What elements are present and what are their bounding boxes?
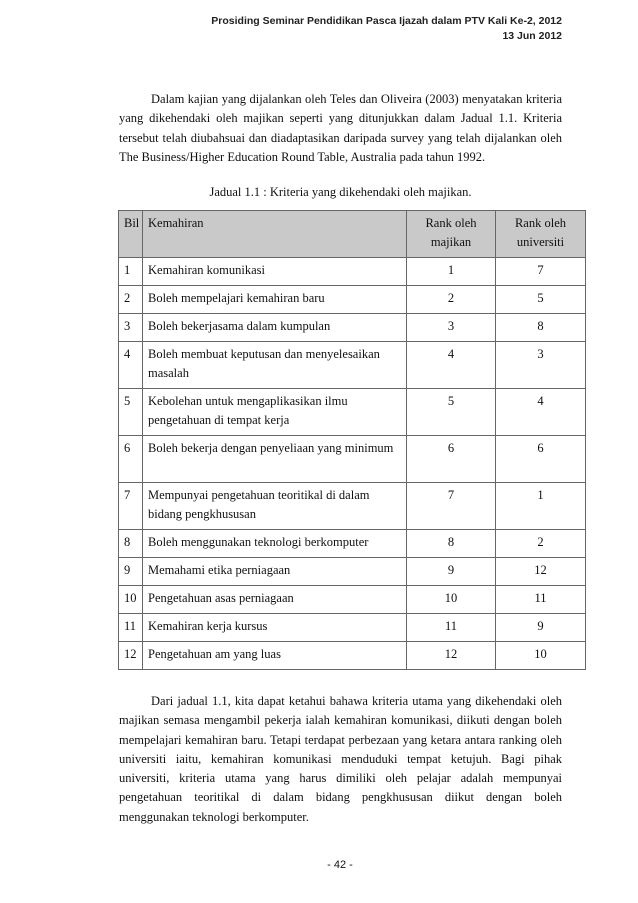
cell-rank-universiti: 6 [496, 436, 586, 483]
table-header-row [119, 211, 586, 258]
cell-rank-majikan: 6 [407, 436, 496, 483]
table-row [119, 586, 586, 614]
cell-kemahiran: Pengetahuan am yang luas [143, 642, 407, 670]
table-row [119, 558, 586, 586]
cell-kemahiran: Kebolehan untuk mengaplikasikan ilmu pengetahuan di tempat kerja [143, 389, 407, 436]
discussion-paragraph-text: Dari jadual 1.1, kita dapat ketahui bahawa kriteria utama yang dikehendaki oleh majikan semasa mengambil pekerja ialah kemahiran komunikasi, diikuti dengan boleh mempelajari kemahiran baru. Tetapi terdapat perbezaan yang ketara antara ranking oleh universiti iaitu, kemahiran komunikasi menduduki tempat ketujuh. Bagi pihak universiti, kriteria utama yang harus dimiliki oleh pelajar adalah mempunyai pengetahuan teoritikal di dalam bidang pengkhususan diikut dengan boleh menggunakan teknologi berkomputer. [119, 694, 562, 824]
cell-kemahiran: Kemahiran kerja kursus [143, 614, 407, 642]
cell-rank-universiti: 12 [496, 558, 586, 586]
cell-bil: 8 [119, 530, 143, 558]
cell-rank-majikan: 1 [407, 258, 496, 286]
cell-kemahiran: Boleh membuat keputusan dan menyelesaikan masalah [143, 342, 407, 389]
cell-rank-majikan: 2 [407, 286, 496, 314]
table-row [119, 642, 586, 670]
table-row [119, 614, 586, 642]
cell-kemahiran: Memahami etika perniagaan [143, 558, 407, 586]
intro-paragraph-text: Dalam kajian yang dijalankan oleh Teles dan Oliveira (2003) menyatakan kriteria yang dikehendaki oleh majikan seperti yang ditunjukkan dalam Jadual 1.1. Kriteria tersebut telah diubahsuai dan diadaptasikan daripada survey yang telah dijalankan oleh The Business/Higher Education Round Table, Australia pada tahun 1992. [119, 92, 562, 164]
table-row [119, 314, 586, 342]
cell-rank-majikan: 7 [407, 483, 496, 530]
header-title: Prosiding Seminar Pendidikan Pasca Ijazah dalam PTV Kali Ke-2, 2012 [211, 15, 562, 27]
cell-bil: 3 [119, 314, 143, 342]
cell-bil: 12 [119, 642, 143, 670]
header-rank-universiti: Rank oleh universiti [496, 211, 586, 258]
cell-rank-majikan: 4 [407, 342, 496, 389]
header-bil: Bil [119, 211, 143, 258]
cell-bil: 10 [119, 586, 143, 614]
cell-rank-majikan: 8 [407, 530, 496, 558]
cell-rank-majikan: 3 [407, 314, 496, 342]
table-row [119, 530, 586, 558]
cell-rank-majikan: 11 [407, 614, 496, 642]
cell-kemahiran: Pengetahuan asas perniagaan [143, 586, 407, 614]
cell-rank-majikan: 5 [407, 389, 496, 436]
cell-rank-majikan: 9 [407, 558, 496, 586]
discussion-paragraph [119, 692, 562, 827]
cell-bil: 7 [119, 483, 143, 530]
cell-bil: 5 [119, 389, 143, 436]
cell-bil: 11 [119, 614, 143, 642]
cell-kemahiran: Kemahiran komunikasi [143, 258, 407, 286]
cell-bil: 4 [119, 342, 143, 389]
cell-bil: 2 [119, 286, 143, 314]
cell-rank-universiti: 7 [496, 258, 586, 286]
intro-paragraph [119, 90, 562, 167]
table-row [119, 483, 586, 530]
cell-rank-universiti: 9 [496, 614, 586, 642]
cell-rank-majikan: 10 [407, 586, 496, 614]
cell-rank-universiti: 2 [496, 530, 586, 558]
page-number: - 42 - [327, 859, 353, 871]
cell-rank-universiti: 4 [496, 389, 586, 436]
table-caption: Jadual 1.1 : Kriteria yang dikehendaki oleh majikan. [209, 185, 472, 199]
cell-rank-universiti: 11 [496, 586, 586, 614]
cell-rank-universiti: 8 [496, 314, 586, 342]
cell-bil: 6 [119, 436, 143, 483]
running-header [211, 14, 562, 44]
table-row [119, 389, 586, 436]
criteria-table [118, 210, 586, 670]
table-row [119, 342, 586, 389]
cell-bil: 9 [119, 558, 143, 586]
cell-rank-universiti: 3 [496, 342, 586, 389]
cell-rank-majikan: 12 [407, 642, 496, 670]
cell-rank-universiti: 10 [496, 642, 586, 670]
table-row [119, 286, 586, 314]
header-kemahiran: Kemahiran [143, 211, 407, 258]
cell-kemahiran: Boleh bekerjasama dalam kumpulan [143, 314, 407, 342]
cell-rank-universiti: 1 [496, 483, 586, 530]
cell-kemahiran: Boleh menggunakan teknologi berkomputer [143, 530, 407, 558]
header-date: 13 Jun 2012 [502, 30, 562, 42]
header-rank-majikan: Rank oleh majikan [407, 211, 496, 258]
cell-kemahiran: Boleh mempelajari kemahiran baru [143, 286, 407, 314]
cell-bil: 1 [119, 258, 143, 286]
cell-kemahiran: Boleh bekerja dengan penyeliaan yang minimum [143, 436, 407, 483]
cell-rank-universiti: 5 [496, 286, 586, 314]
table-row [119, 436, 586, 483]
cell-kemahiran: Mempunyai pengetahuan teoritikal di dalam bidang pengkhususan [143, 483, 407, 530]
table-row [119, 258, 586, 286]
